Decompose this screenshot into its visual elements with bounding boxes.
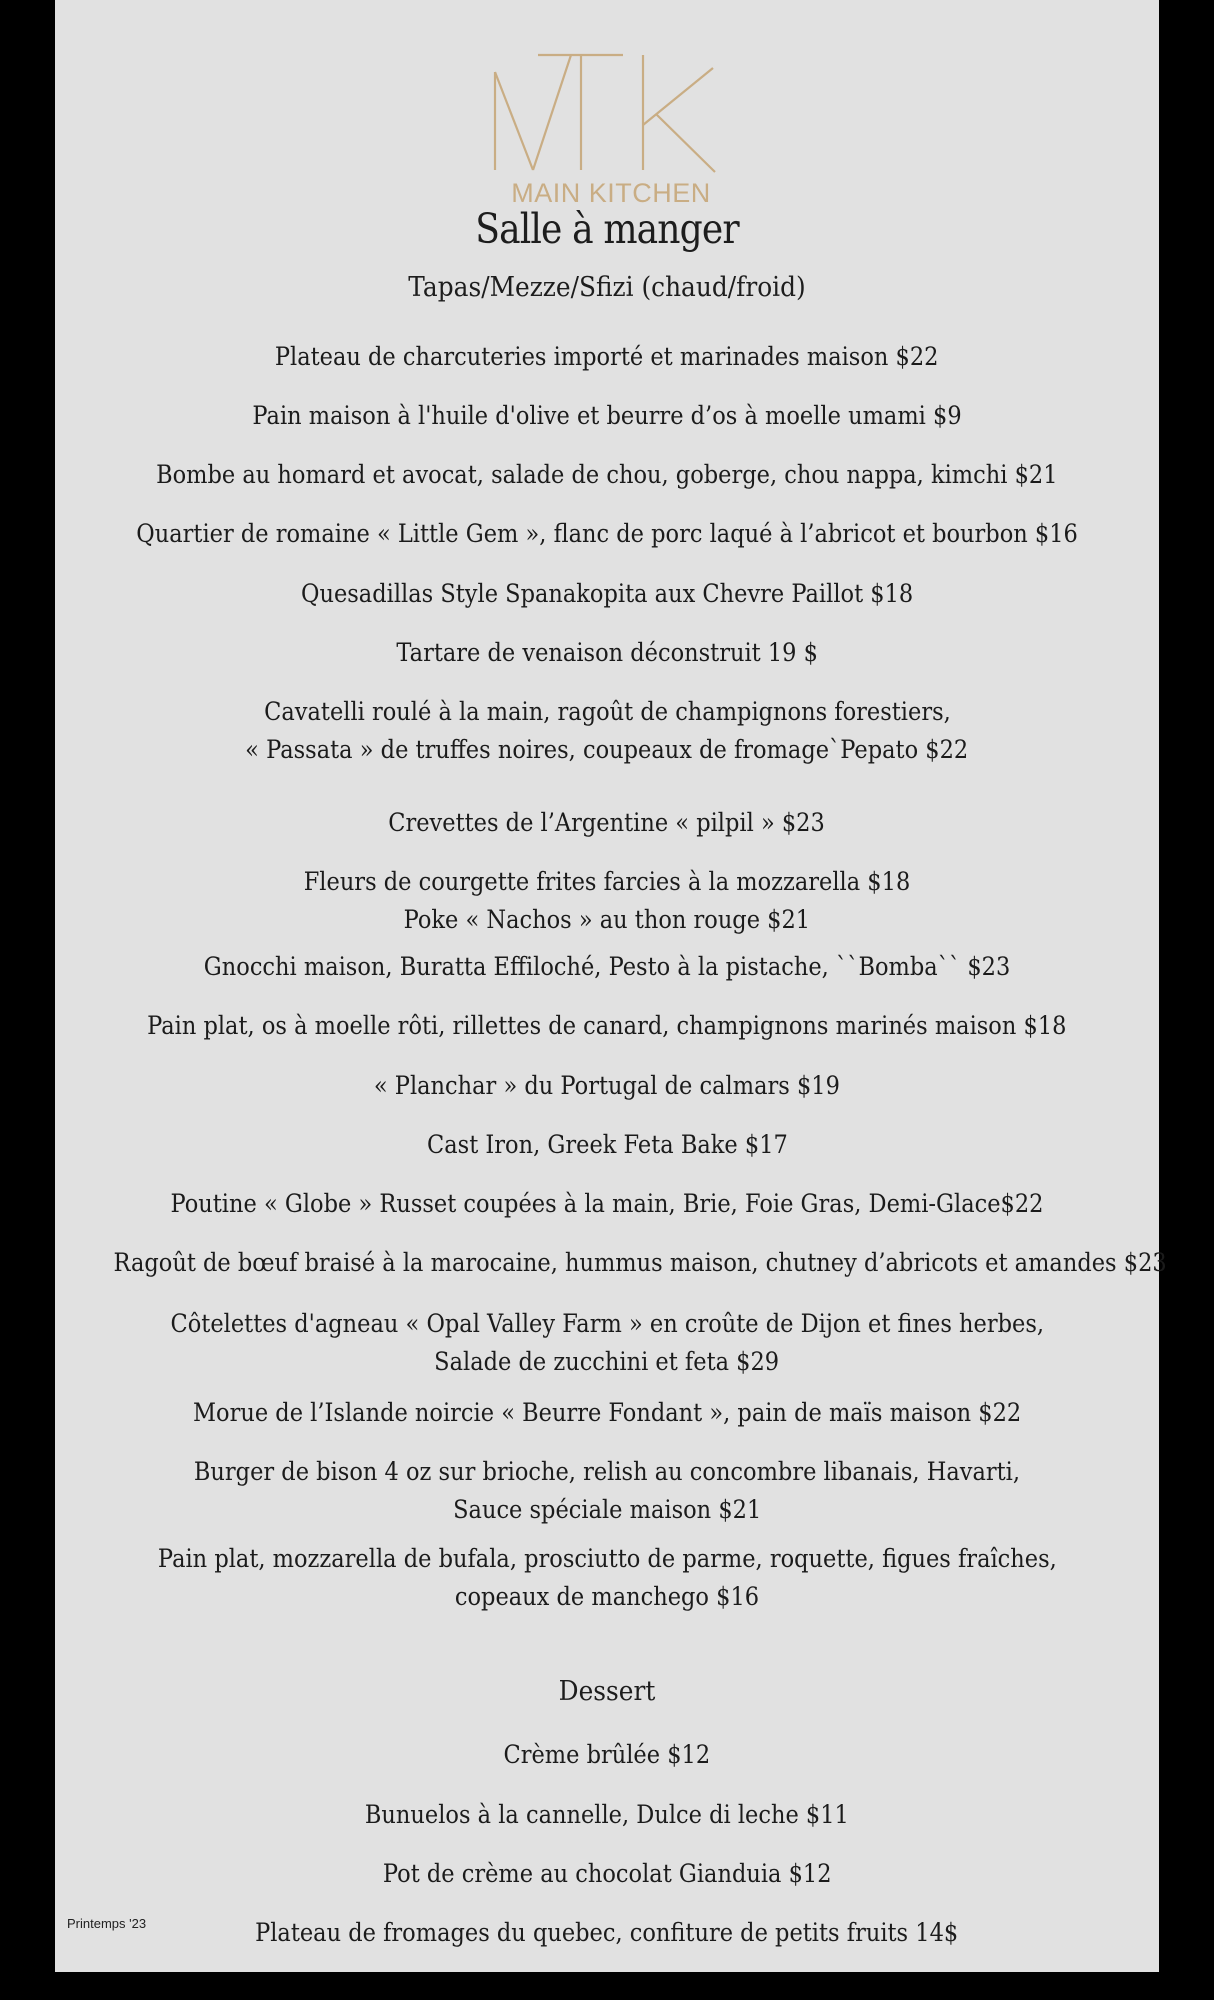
section-heading-dessert: Dessert [558, 1676, 656, 1707]
menu-item-line: Sauce spéciale maison $21 [452, 1495, 762, 1524]
menu-item-line: Morue de l’Islande noircie « Beurre Fondant », pain de maïs maison $22 [192, 1398, 1022, 1427]
menu-item [55, 634, 1159, 672]
menu-item [55, 1007, 1159, 1045]
menu-item-line: Pain plat, os à moelle rôti, rillettes de canard, champignons marinés maison $18 [147, 1011, 1067, 1040]
menu-item [55, 515, 1159, 553]
menu-item-line: « Planchar » du Portugal de calmars $19 [373, 1071, 841, 1100]
menu-item [55, 1067, 1159, 1105]
menu-item [55, 1244, 1167, 1282]
dessert-item [55, 1914, 1159, 1952]
menu-item-line: Pain maison à l'huile d'olive et beurre d’os à moelle umami $9 [252, 401, 962, 430]
menu-item [55, 804, 1159, 842]
menu-item-line: Poutine « Globe » Russet coupées à la main, Brie, Foie Gras, Demi-Glace$22 [170, 1189, 1044, 1218]
menu-item [55, 1305, 1159, 1381]
menu-item-line: Ragoût de bœuf braisé à la marocaine, hummus maison, chutney d’abricots et amandes $23 [113, 1248, 1167, 1277]
menu-item-line: Quartier de romaine « Little Gem », flanc de porc laqué à l’abricot et bourbon $16 [136, 519, 1078, 548]
menu-item [55, 1126, 1159, 1164]
menu-item [55, 693, 1159, 769]
dessert-item-text: Bunuelos à la cannelle, Dulce di leche $11 [364, 1800, 849, 1829]
menu-item-line: Burger de bison 4 oz sur brioche, relish au concombre libanais, Havarti, [193, 1457, 1021, 1486]
menu-title: Salle à manger [475, 205, 739, 253]
dessert-item [55, 1736, 1159, 1774]
dessert-item-text: Crème brûlée $12 [503, 1740, 711, 1769]
menu-item-line: Crevettes de l’Argentine « pilpil » $23 [388, 808, 826, 837]
menu-item-line: Côtelettes d'agneau « Opal Valley Farm » en croûte de Dijon et fines herbes, [170, 1309, 1044, 1338]
dessert-item [55, 1796, 1159, 1834]
menu-item [55, 456, 1159, 494]
menu-item-line: « Passata » de truffes noires, coupeaux de fromage`Pepato $22 [245, 735, 969, 764]
menu-item-line: Plateau de charcuteries importé et marinades maison $22 [275, 342, 939, 371]
menu-item-line: Cavatelli roulé à la main, ragoût de champignons forestiers, [263, 697, 951, 726]
menu-item [55, 575, 1159, 613]
menu-item-line: Cast Iron, Greek Feta Bake $17 [426, 1130, 788, 1159]
menu-item [55, 1185, 1159, 1223]
menu-item [55, 863, 1159, 939]
menu-item [55, 1394, 1159, 1432]
menu-item-line: Bombe au homard et avocat, salade de chou, goberge, chou nappa, kimchi $21 [156, 460, 1058, 489]
menu-item [55, 948, 1159, 986]
logo-name: MAIN KITCHEN [511, 178, 711, 205]
menu-item [55, 397, 1159, 435]
menu-item-line: Tartare de venaison déconstruit 19 $ [396, 638, 818, 667]
menu-item-line: Fleurs de courgette frites farcies à la mozzarella $18 [303, 867, 911, 896]
section-heading-tapas: Tapas/Mezze/Sfizi (chaud/froid) [408, 272, 806, 303]
menu-item [55, 338, 1159, 376]
dessert-item [55, 1855, 1159, 1893]
menu-item [55, 1453, 1159, 1529]
menu-item-line: copeaux de manchego $16 [454, 1582, 760, 1611]
menu-page [55, 0, 1167, 1972]
menu-item-line: Gnocchi maison, Buratta Effiloché, Pesto à la pistache, ``Bomba`` $23 [203, 952, 1011, 981]
season-label: Printemps '23 [67, 1916, 147, 1931]
menu-item-line: Pain plat, mozzarella de bufala, prosciutto de parme, roquette, figues fraîches, [157, 1544, 1057, 1573]
menu-item-line: Salade de zucchini et feta $29 [434, 1347, 780, 1376]
menu-item-line: Quesadillas Style Spanakopita aux Chevre Paillot $18 [300, 579, 914, 608]
dessert-item-text: Pot de crème au chocolat Gianduia $12 [382, 1859, 832, 1888]
mtk-logo [493, 50, 729, 205]
menu-item-line: Poke « Nachos » au thon rouge $21 [403, 905, 811, 934]
dessert-item-text: Plateau de fromages du quebec, confiture de petits fruits 14$ [255, 1918, 959, 1947]
menu-item [55, 1540, 1159, 1616]
